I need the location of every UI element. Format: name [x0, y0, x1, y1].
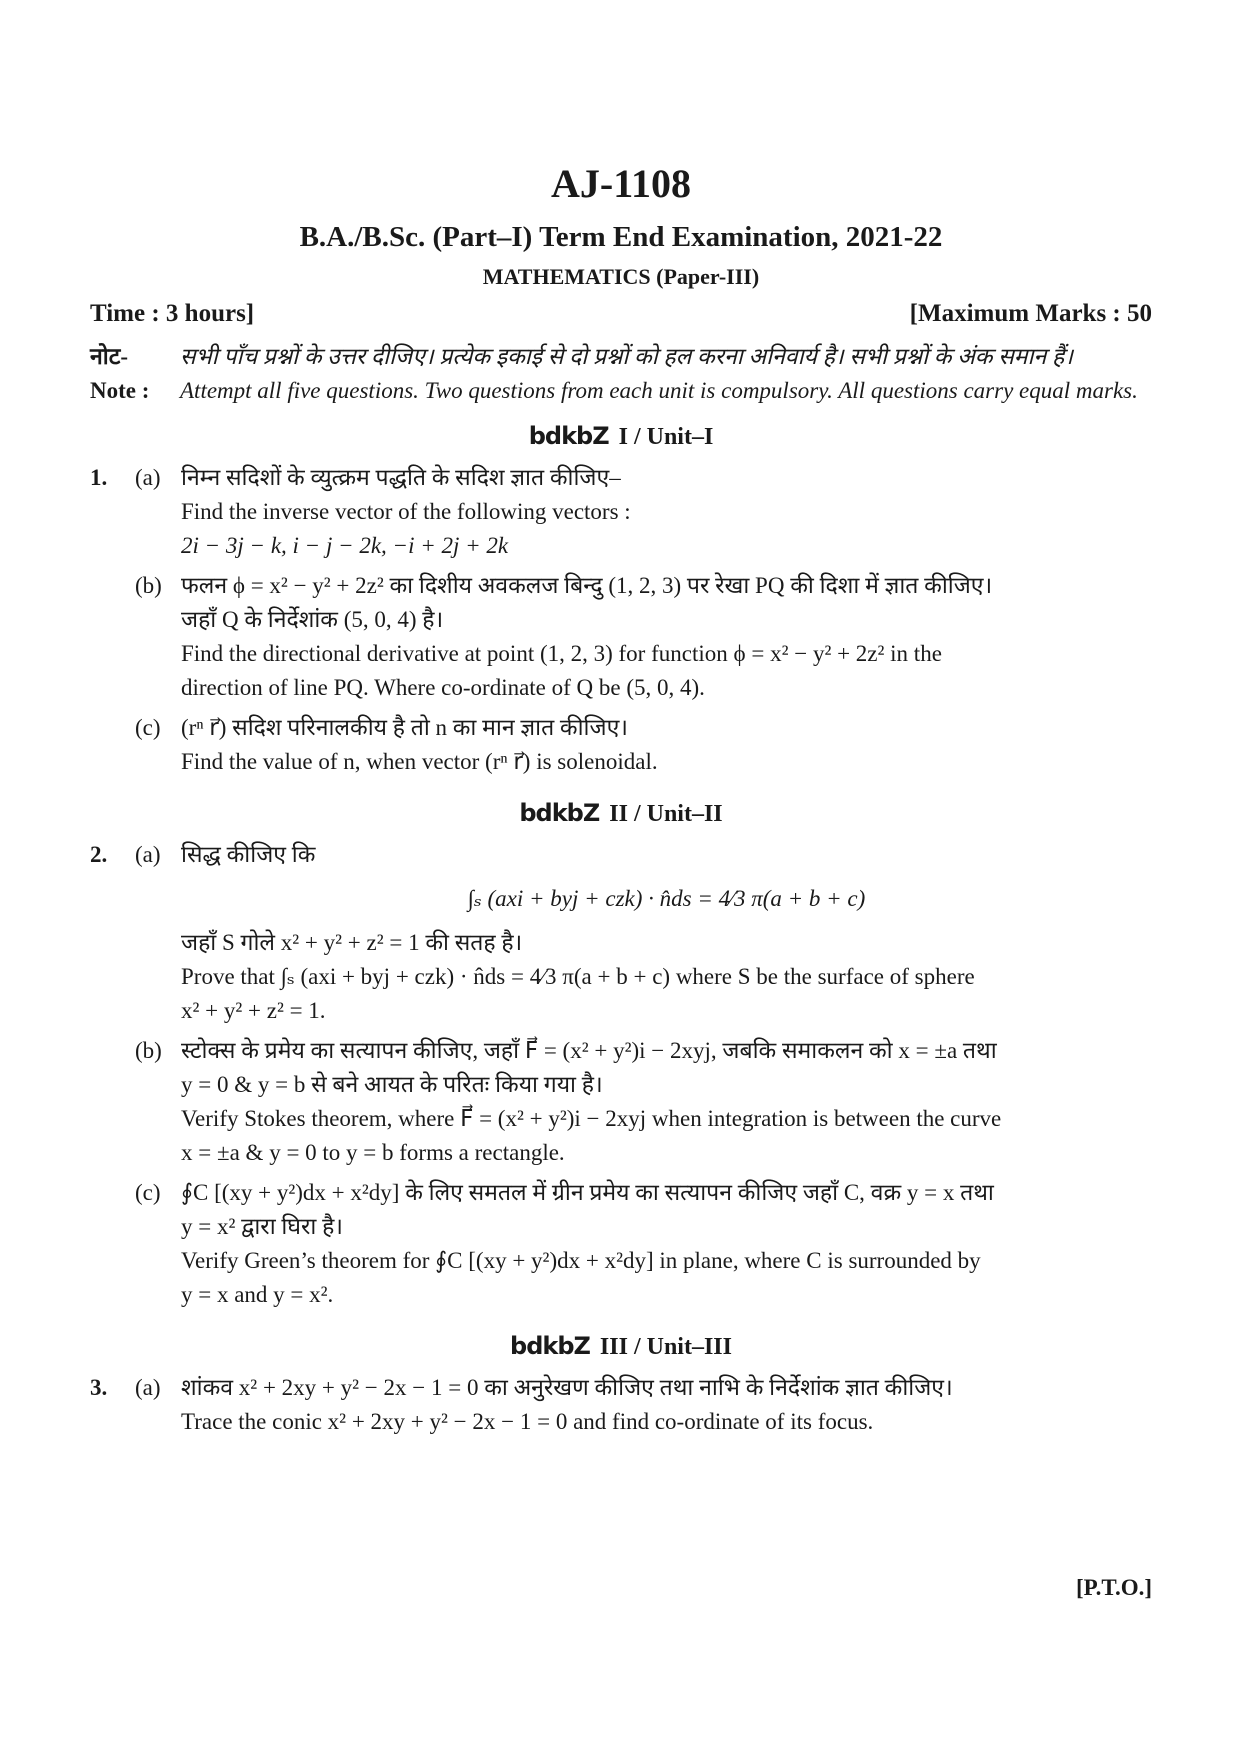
part-label: (c): [135, 715, 161, 740]
text-hindi: शांकव x² + 2xy + y² − 2x − 1 = 0 का अनुरेखण कीजिए तथा नाभि के निर्देशांक ज्ञात कीजिए।: [181, 1375, 953, 1400]
text-english: Prove that ∫ₛ (axi + byj + czk) · n̂ds = 4⁄3 π(a + b + c) where S be the surface of sphere: [181, 964, 975, 989]
text-english: x² + y² + z² = 1.: [181, 998, 326, 1023]
part-label: (a): [135, 842, 161, 867]
part-label: (b): [135, 573, 162, 598]
question-2: [90, 838, 1152, 1318]
question-3: [90, 1371, 1152, 1445]
question-3a: [135, 1371, 1152, 1439]
text-hindi: सिद्ध कीजिए कि: [181, 842, 316, 867]
text-hindi: निम्न सदिशों के व्युत्क्रम पद्धति के सदिश ज्ञात कीजिए–: [181, 465, 621, 490]
question-1: [90, 461, 1152, 785]
question-number: 1.: [90, 465, 108, 490]
text-hindi: (rⁿ r⃗) सदिश परिनालकीय है तो n का मान ज्ञात कीजिए।: [181, 715, 629, 740]
note-hindi-label: नोट-: [90, 344, 128, 369]
note-english-label: Note :: [90, 378, 150, 403]
text-english: Trace the conic x² + 2xy + y² − 2x − 1 = 0 and find co-ordinate of its focus.: [181, 1409, 874, 1434]
question-1c: [135, 711, 1152, 779]
unit-heading-2: [90, 799, 1152, 828]
unit-label: I / Unit–I: [618, 424, 714, 450]
vectors-expression: 2i − 3j − k, i − j − 2k, −i + 2j + 2k: [181, 533, 509, 558]
question-2c: [135, 1176, 1152, 1312]
question-paper: [90, 160, 1152, 1445]
text-english: Verify Stokes theorem, where F⃗ = (x² + y²)i − 2xyj when integration is between the curve: [181, 1106, 1002, 1131]
part-label: (a): [135, 1375, 161, 1400]
maximum-marks: [Maximum Marks : 50: [909, 300, 1152, 327]
text-hindi: जहाँ S गोले x² + y² + z² = 1 की सतह है।: [181, 930, 523, 955]
question-number: 2.: [90, 842, 108, 867]
text-hindi: ∮C [(xy + y²)dx + x²dy] के लिए समतल में ग्रीन प्रमेय का सत्यापन कीजिए जहाँ C, वक्र y = x तथा: [181, 1180, 994, 1205]
note-english-text: Attempt all five questions. Two questions from each unit is compulsory. All questions carry equal marks.: [180, 378, 1138, 403]
text-english: y = x and y = x².: [181, 1282, 334, 1307]
exam-title: B.A./B.Sc. (Part–I) Term End Examination, 2021-22: [299, 221, 943, 253]
pto-label: [P.T.O.]: [1075, 1575, 1152, 1600]
text-english: Find the value of n, when vector (rⁿ r⃗) is solenoidal.: [181, 749, 658, 774]
time-marks-row: [90, 300, 1152, 328]
unit-label: III / Unit–III: [599, 1334, 732, 1360]
part-label: (a): [135, 465, 161, 490]
note-english: [90, 374, 1152, 408]
paper-code: AJ-1108: [551, 161, 691, 206]
unit-heading-1: [90, 422, 1152, 451]
unit-glyph: bdkbZ: [528, 422, 609, 450]
text-hindi: y = x² द्वारा घिरा है।: [181, 1214, 344, 1239]
text-hindi: जहाँ Q के निर्देशांक (5, 0, 4) है।: [181, 607, 444, 632]
text-english: Find the directional derivative at point (1, 2, 3) for function ϕ = x² − y² + 2z² in the: [181, 641, 942, 666]
part-label: (b): [135, 1038, 162, 1063]
time-allowed: Time : 3 hours]: [90, 300, 255, 327]
text-english: direction of line PQ. Where co-ordinate of Q be (5, 0, 4).: [181, 675, 705, 700]
question-number: 3.: [90, 1375, 108, 1400]
text-hindi: स्टोक्स के प्रमेय का सत्यापन कीजिए, जहाँ F⃗ = (x² + y²)i − 2xyj, जबकि समाकलन को x = ±a तथा: [181, 1038, 997, 1063]
unit-label: II / Unit–II: [609, 801, 723, 827]
paper-subject: MATHEMATICS (Paper-III): [482, 264, 760, 289]
unit-glyph: bdkbZ: [519, 799, 600, 827]
display-equation: ∫ₛ (axi + byj + czk) · n̂ds = 4⁄3 π(a + b + c): [467, 886, 866, 911]
text-hindi: फलन ϕ = x² − y² + 2z² का दिशीय अवकलज बिन्दु (1, 2, 3) पर रेखा PQ की दिशा में ज्ञात कीजिए।: [181, 573, 993, 598]
question-2b: [135, 1034, 1152, 1170]
question-1b: [135, 569, 1152, 705]
note-hindi-text: सभी पाँच प्रश्नों के उत्तर दीजिए। प्रत्येक इकाई से दो प्रश्नों को हल करना अनिवार्य है। सभी प्रश्नों के अंक समान हैं।: [180, 344, 1073, 369]
question-2a: [135, 838, 1152, 1028]
unit-glyph: bdkbZ: [510, 1332, 590, 1360]
part-label: (c): [135, 1180, 161, 1205]
question-1a: [135, 461, 1152, 563]
text-hindi: y = 0 & y = b से बने आयत के परितः किया गया है।: [181, 1072, 603, 1097]
text-english: x = ±a & y = 0 to y = b forms a rectangle.: [181, 1140, 565, 1165]
text-english: Verify Green’s theorem for ∮C [(xy + y²)dx + x²dy] in plane, where C is surrounded by: [181, 1248, 981, 1273]
text-english: Find the inverse vector of the following vectors :: [181, 499, 631, 524]
unit-heading-3: [90, 1332, 1152, 1361]
note-hindi: [90, 340, 1152, 374]
